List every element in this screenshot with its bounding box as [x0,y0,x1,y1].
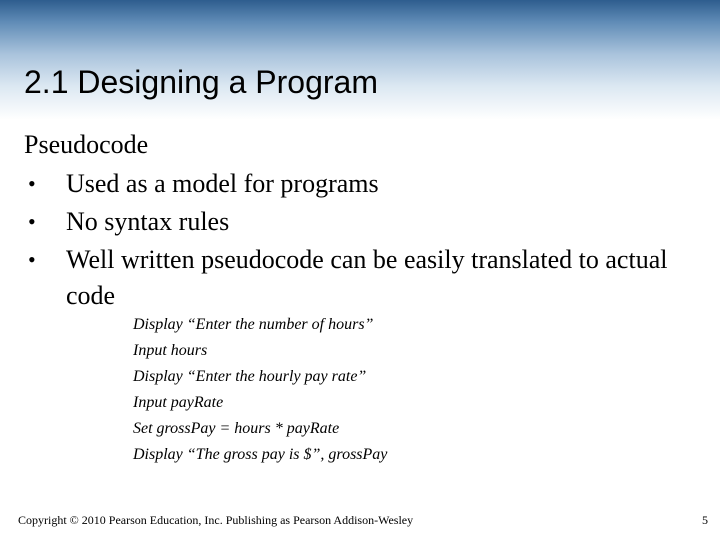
bullet-text: No syntax rules [66,207,230,236]
bullet-item [24,204,684,240]
bullet-marker: • [28,171,36,196]
pseudocode-example [133,312,387,468]
bullet-item [24,242,684,314]
code-line: Input hours [133,342,208,359]
slide-title: 2.1 Designing a Program [24,64,378,100]
copyright-footer: Copyright © 2010 Pearson Education, Inc. Publishing as Pearson Addison-Wesley [18,513,414,527]
bullet-marker: • [28,247,36,272]
bullet-marker: • [28,209,36,234]
code-line: Input payRate [133,394,224,411]
topic-heading: Pseudocode [24,130,149,159]
slide-number: 5 [702,513,708,527]
bullet-text: Well written pseudocode can be easily translated to actual code [66,245,668,310]
slide-content [24,126,684,316]
bullet-item [24,166,684,202]
bullet-text: Used as a model for programs [66,169,379,198]
bullet-list [24,166,684,314]
code-line: Set grossPay = hours * payRate [133,420,340,437]
code-line: Display “Enter the number of hours” [133,316,374,333]
code-line: Display “The gross pay is $”, grossPay [133,446,388,463]
code-line: Display “Enter the hourly pay rate” [133,368,367,385]
